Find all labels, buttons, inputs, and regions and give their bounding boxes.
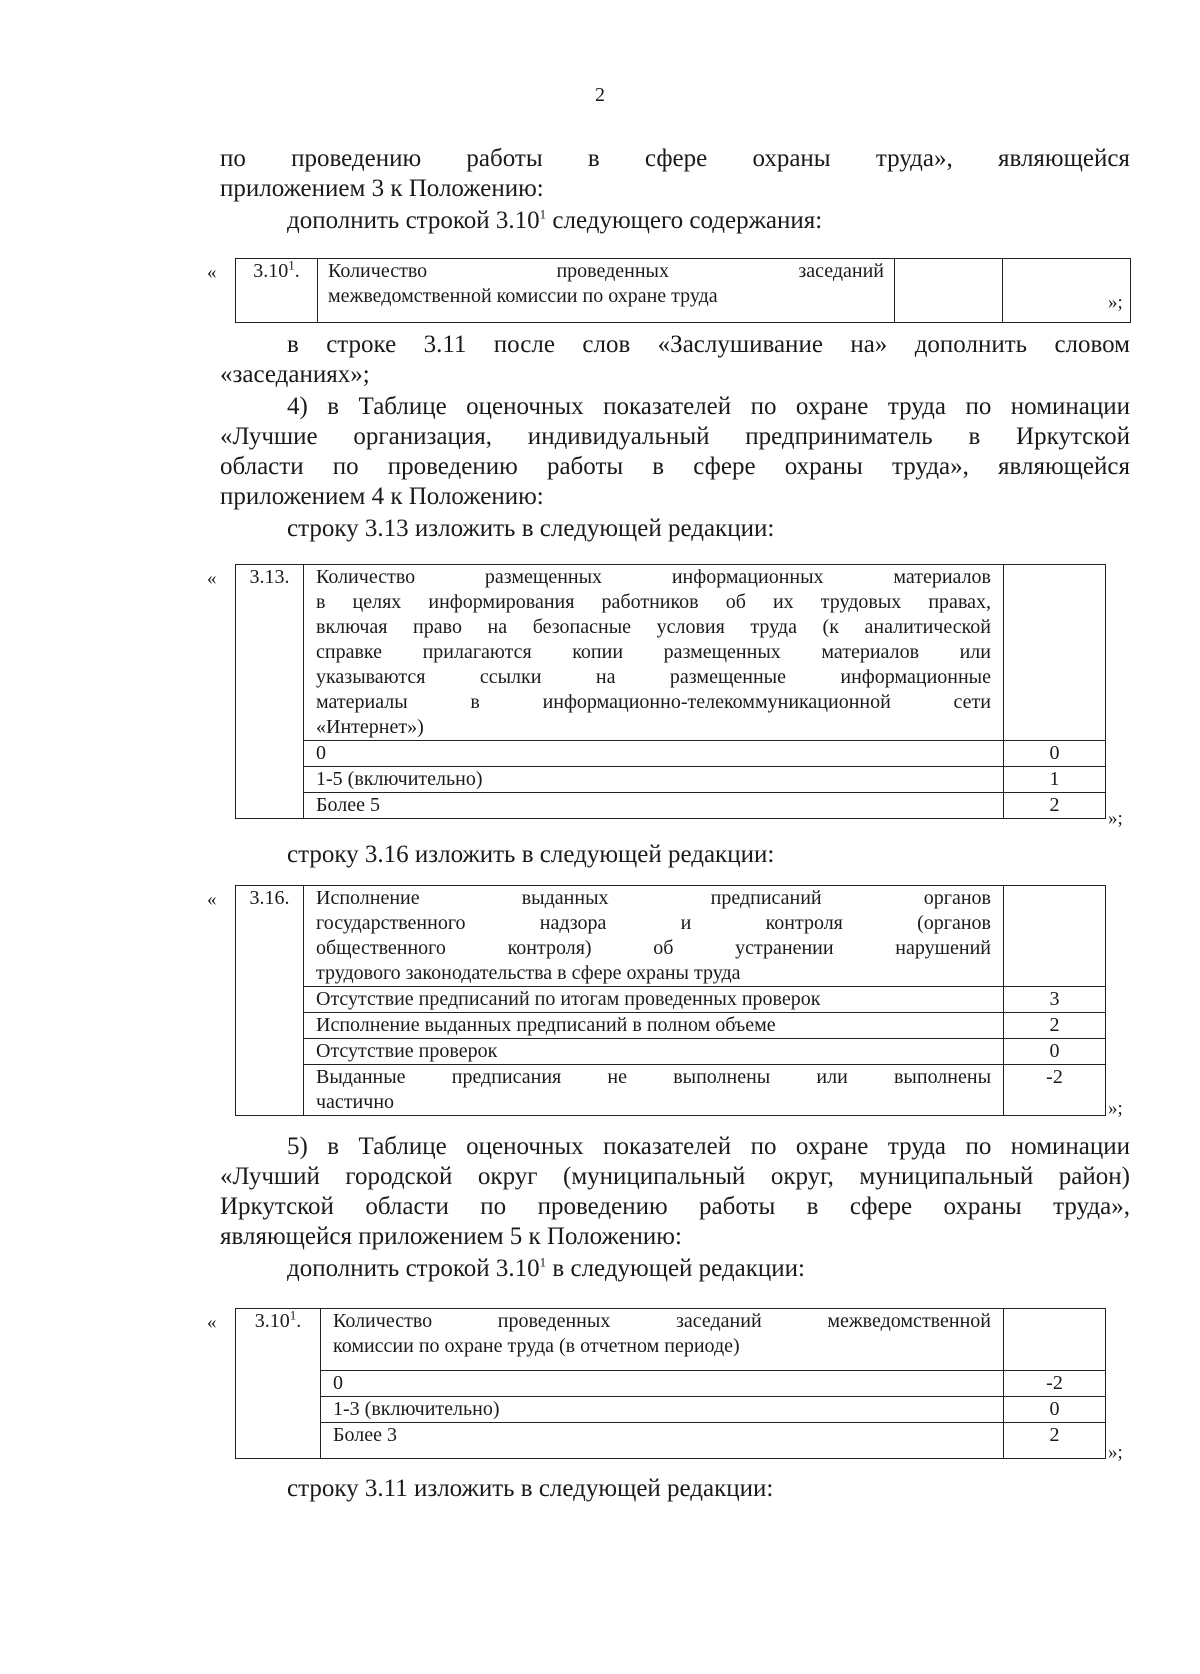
para-311-line-2: «заседаниях»; xyxy=(220,361,370,388)
intro-word: охраны xyxy=(752,145,831,172)
description-line: межведомственной комиссии по охране труда xyxy=(328,285,718,307)
intro-line-1 xyxy=(220,144,1130,173)
table-3-13 xyxy=(235,564,1106,819)
description-line: материалы в информационно-телекоммуникационной сети xyxy=(316,691,991,713)
item5-line-2: «Лучший городской округ (муниципальный округ, муниципальный район) xyxy=(220,1163,1130,1190)
table-3-16 xyxy=(235,885,1106,1116)
description-line: Количество размещенных информационных материалов xyxy=(316,566,991,588)
open-quote: « xyxy=(207,262,217,283)
description-line: включая право на безопасные условия труда (к аналитической xyxy=(316,616,991,638)
open-quote: « xyxy=(207,568,217,589)
criterion-score: 2 xyxy=(1004,793,1106,819)
criterion-label: 0 xyxy=(321,1371,1004,1397)
criterion-label: Более 3 xyxy=(321,1423,1004,1459)
item4-line-1: 4) в Таблице оценочных показателей по охране труда по номинации xyxy=(287,393,1130,420)
description-line: указываются ссылки на размещенные информационные xyxy=(316,666,991,688)
page-number: 2 xyxy=(595,84,605,106)
intro-word: в xyxy=(587,145,600,172)
criterion-label: Отсутствие предписаний по итогам проведенных проверок xyxy=(304,987,1004,1013)
description-line: Исполнение выданных предписаний органов xyxy=(316,887,991,909)
empty-cell xyxy=(1004,1309,1106,1371)
row-description xyxy=(318,259,895,323)
para-316-intro: строку 3.16 изложить в следующей редакции: xyxy=(287,841,775,868)
item4-line-2: «Лучшие организация, индивидуальный предприниматель в Иркутской xyxy=(220,423,1130,450)
criterion-score: 2 xyxy=(1004,1013,1106,1039)
table-3-10-1-first xyxy=(235,258,1131,323)
empty-cell xyxy=(1004,886,1106,987)
description-line: комиссии по охране труда (в отчетном периоде) xyxy=(333,1335,740,1357)
description-line: Количество проведенных заседаний межведомственной xyxy=(333,1310,991,1332)
criterion-label: Отсутствие проверок xyxy=(304,1039,1004,1065)
criterion-score: 0 xyxy=(1004,1397,1106,1423)
row-description xyxy=(321,1309,1004,1371)
intro-word: по xyxy=(220,145,246,172)
close-quote: »; xyxy=(1108,292,1123,313)
final-line: строку 3.11 изложить в следующей редакции: xyxy=(287,1475,774,1502)
open-quote: « xyxy=(207,1312,217,1333)
criterion-label: 1-3 (включительно) xyxy=(321,1397,1004,1423)
intro-line-3 xyxy=(287,206,822,235)
description-line: «Интернет») xyxy=(316,716,424,738)
item5-line-3: Иркутской области по проведению работы в сфере охраны труда», xyxy=(220,1193,1130,1220)
criterion-label-line: Выданные предписания не выполнены или выполнены xyxy=(316,1066,991,1088)
superscript: 1 xyxy=(539,1254,547,1270)
criterion-label: 0 xyxy=(304,741,1004,767)
empty-cell xyxy=(895,259,1003,323)
row-number: 3.13. xyxy=(236,565,304,819)
intro-word: работы xyxy=(466,145,543,172)
intro-word: труда», xyxy=(875,145,953,172)
description-line: государственного надзора и контроля (органов xyxy=(316,912,991,934)
criterion-label: 1-5 (включительно) xyxy=(304,767,1004,793)
row-description xyxy=(304,565,1004,741)
open-quote: « xyxy=(207,889,217,910)
item4-line-4: приложением 4 к Положению: xyxy=(220,483,544,510)
item4-line-3: области по проведению работы в сфере охраны труда», являющейся xyxy=(220,453,1130,480)
criterion-label: Более 5 xyxy=(304,793,1004,819)
description-line: в целях информирования работников об их трудовых правах, xyxy=(316,591,991,613)
item5-line-5-pre: дополнить строкой 3.10 xyxy=(287,1255,540,1282)
criterion-score: 3 xyxy=(1004,987,1106,1013)
item5-line-4: являющейся приложением 5 к Положению: xyxy=(220,1223,682,1250)
intro-line-3-pre: дополнить строкой 3.10 xyxy=(287,207,540,234)
intro-word: проведению xyxy=(291,145,422,172)
description-line: Количество проведенных заседаний xyxy=(328,260,884,282)
superscript: 1 xyxy=(539,206,547,222)
criterion-score: 2 xyxy=(1004,1423,1106,1459)
criterion-score: -2 xyxy=(1004,1065,1106,1116)
row-number: 3.10$^1$. xyxy=(236,1309,321,1459)
close-quote: »; xyxy=(1108,1098,1123,1119)
close-quote: »; xyxy=(1108,808,1123,829)
intro-line-2: приложением 3 к Положению: xyxy=(220,175,544,202)
description-line: общественного контроля) об устранении нарушений xyxy=(316,937,991,959)
description-line: трудового законодательства в сфере охраны труда xyxy=(316,962,741,984)
criterion-score: 0 xyxy=(1004,1039,1106,1065)
intro-word: являющейся xyxy=(997,145,1130,172)
criterion-label xyxy=(304,1065,1004,1116)
row-number: 3.16. xyxy=(236,886,304,1116)
table-3-10-1-second xyxy=(235,1308,1106,1459)
para-311-line-1: в строке 3.11 после слов «Заслушивание на» дополнить словом xyxy=(287,331,1130,358)
criterion-score: -2 xyxy=(1004,1371,1106,1397)
item4-line-5: строку 3.13 изложить в следующей редакции: xyxy=(287,515,775,542)
item5-line-1: 5) в Таблице оценочных показателей по охране труда по номинации xyxy=(287,1133,1130,1160)
item5-line-5-post: в следующей редакции: xyxy=(546,1255,805,1282)
row-description xyxy=(304,886,1004,987)
row-number: 3.10$^1$. xyxy=(236,259,318,323)
criterion-label-line: частично xyxy=(316,1091,395,1113)
empty-cell xyxy=(1004,565,1106,741)
criterion-label: Исполнение выданных предписаний в полном объеме xyxy=(304,1013,1004,1039)
item5-line-5 xyxy=(287,1254,805,1283)
intro-word: сфере xyxy=(644,145,708,172)
criterion-score: 1 xyxy=(1004,767,1106,793)
close-quote: »; xyxy=(1108,1442,1123,1463)
description-line: справке прилагаются копии размещенных материалов или xyxy=(316,641,991,663)
intro-line-3-post: следующего содержания: xyxy=(546,207,823,234)
criterion-score: 0 xyxy=(1004,741,1106,767)
